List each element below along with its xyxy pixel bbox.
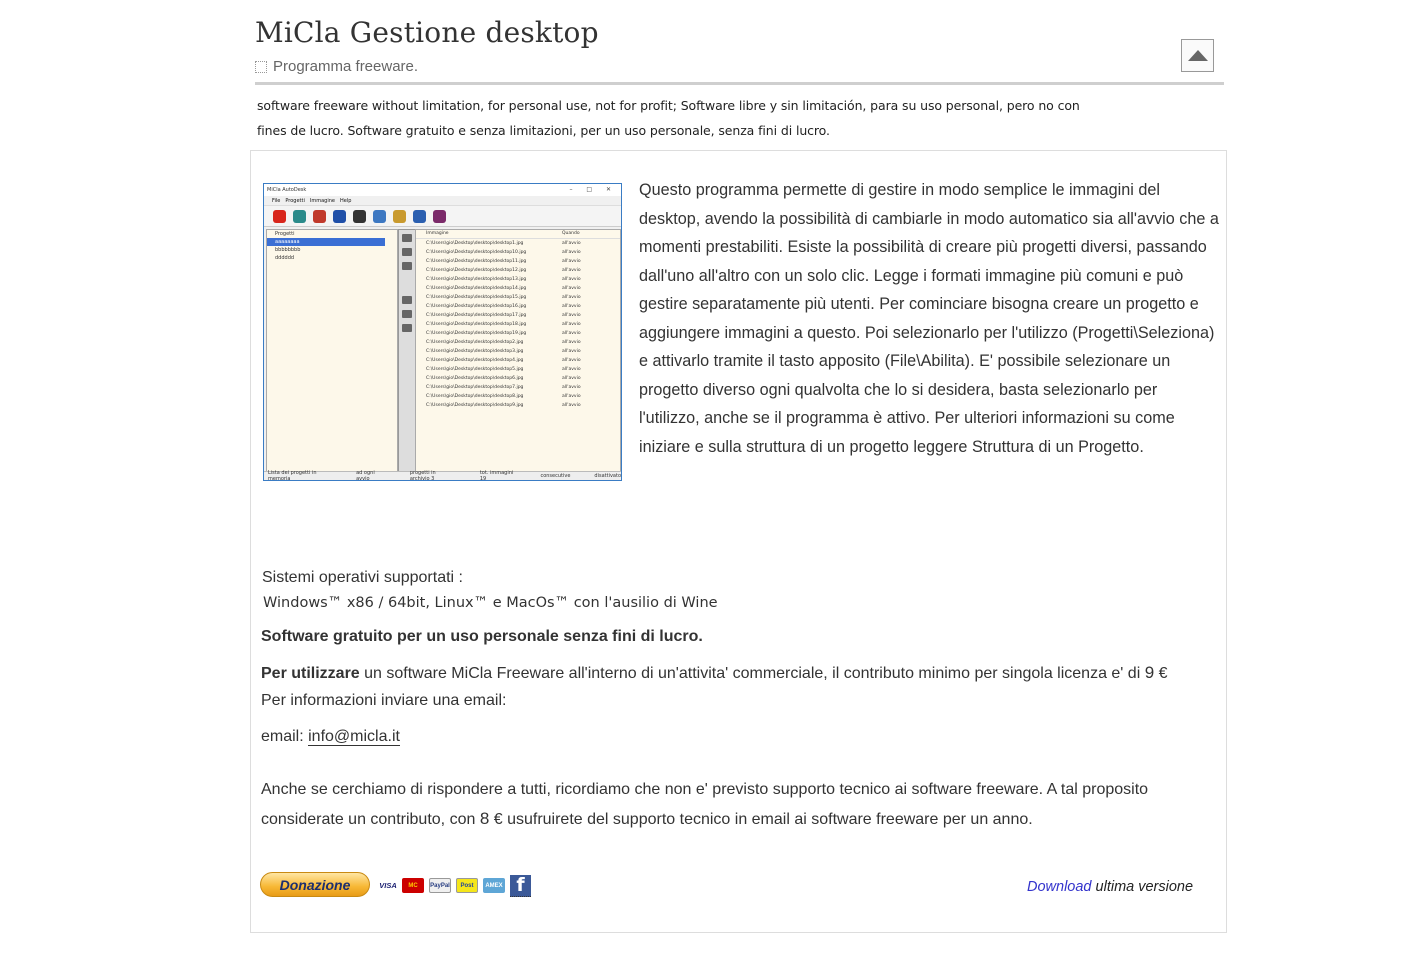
page-subtitle <box>255 58 418 75</box>
info-line: Per informazioni inviare una email: <box>261 692 507 709</box>
download-area <box>1027 879 1193 895</box>
screenshot-file-path: C:\Users\gio\Desktop\desktop\desktop1.jpg <box>426 241 524 246</box>
screenshot-window-controls: – □ ✕ <box>569 186 617 193</box>
screenshot-file-row <box>416 311 620 320</box>
arrow-up-icon <box>1188 50 1208 61</box>
screenshot-file-path: C:\Users\gio\Desktop\desktop\desktop15.jpg <box>426 295 527 300</box>
free-notice: Software gratuito per un uso personale senza fini di lucro. <box>261 628 703 645</box>
screenshot-status-field: progetti in archivio 3 <box>409 470 436 481</box>
screenshot-file-row <box>416 392 620 401</box>
monitor-icon <box>353 210 366 223</box>
paint-icon <box>393 210 406 223</box>
screenshot-file-row <box>416 356 620 365</box>
screenshot-file-when: all'avvio <box>562 403 581 408</box>
email-line <box>261 728 400 746</box>
screenshot-menu-item: Help <box>339 197 352 204</box>
support-amount: 8 <box>479 809 490 828</box>
download-suffix: ultima versione <box>1091 879 1194 895</box>
screenshot-status-field: Lista dei progetti in memoria <box>268 470 317 481</box>
screenshot-file-when: all'avvio <box>562 259 581 264</box>
license-line-2: fines de lucro. Software gratuito e senza limitazioni, per un uso personale, senza fini di lucro. <box>257 123 830 138</box>
screenshot-file-when: all'avvio <box>562 304 581 309</box>
screenshot-menubar <box>264 196 621 205</box>
description-text <box>639 176 1219 461</box>
screenshot-status-field: ad ogni avvio <box>356 470 375 481</box>
screenshot-file-when: all'avvio <box>562 376 581 381</box>
screenshot-file-when: all'avvio <box>562 322 581 327</box>
description-body: Questo programma permette di gestire in modo semplice le immagini del desktop, avendo la possibilità di cambiarle in modo automatico sia all'avvio che a momenti prestabiliti. Esiste la possibilità di creare più progetti diversi, passando dall'uno all'altro con un solo clic. Legge i formati immagine più comuni e può gestire separatamente più utenti. Per cominciare bisogna creare un progetto e aggiungere immagini a questo. Poi selezionarlo per l'utilizzo (Progetti\Seleziona) e attivarlo tramite il tasto apposito (File\Abilita). E' possibile selezionare un progetto diverso ogni qualvolta che lo si desidera, basta selezionarlo per l'utilizzo, anche se il programma è attivo. Per ulteriori informazioni su come iniziare e sulla struttura di un progetto leggere <box>639 181 1219 456</box>
bullet-icon <box>255 61 267 73</box>
screenshot-file-path: C:\Users\gio\Desktop\desktop\desktop14.jpg <box>426 286 527 291</box>
screenshot-file-path: C:\Users\gio\Desktop\desktop\desktop3.jpg <box>426 349 524 354</box>
screenshot-file-when: all'avvio <box>562 385 581 390</box>
info-icon <box>413 210 426 223</box>
screenshot-files-header: Immagine <box>426 231 449 236</box>
commercial-notice-text: un software MiCla Freeware all'interno di un'attivita' commerciale, il contributo minimo per singola licenza e' di <box>359 665 1145 682</box>
screenshot-file-path: C:\Users\gio\Desktop\desktop\desktop6.jpg <box>426 376 524 381</box>
paypal-icon: PayPal <box>429 878 451 893</box>
screenshot-file-row <box>416 275 620 284</box>
support-text-1: Anche se cerchiamo di rispondere a tutti, ricordiamo che non e' previsto supporto tecnico ai software freeware. A tal proposito considerate un contributo, con <box>261 781 1149 828</box>
screenshot-file-when: all'avvio <box>562 295 581 300</box>
screenshot-file-path: C:\Users\gio\Desktop\desktop\desktop4.jpg <box>426 358 524 363</box>
screenshot-file-when: all'avvio <box>562 241 581 246</box>
app-screenshot[interactable] <box>263 183 622 481</box>
screenshot-files-pane <box>415 229 621 473</box>
screenshot-file-row <box>416 329 620 338</box>
commercial-notice-bold: Per utilizzare <box>261 665 360 682</box>
screenshot-file-row <box>416 239 620 248</box>
screenshot-file-when: all'avvio <box>562 286 581 291</box>
screenshot-projects-header: Progetti <box>275 231 295 237</box>
page-title: MiCla Gestione desktop <box>255 16 599 49</box>
screenshot-file-when: all'avvio <box>562 250 581 255</box>
screenshot-file-path: C:\Users\gio\Desktop\desktop\desktop8.jpg <box>426 394 524 399</box>
screenshot-menu-item: Immagine <box>309 197 335 204</box>
screenshot-file-path: C:\Users\gio\Desktop\desktop\desktop12.jpg <box>426 268 527 273</box>
screenshot-file-row <box>416 347 620 356</box>
screenshot-file-row <box>416 266 620 275</box>
screenshot-statusbar <box>264 471 621 480</box>
screenshot-file-path: C:\Users\gio\Desktop\desktop\desktop13.jpg <box>426 277 527 282</box>
screenshot-file-path: C:\Users\gio\Desktop\desktop\desktop17.jpg <box>426 313 527 318</box>
email-link[interactable]: info@micla.it <box>308 728 400 745</box>
screenshot-file-row <box>416 248 620 257</box>
screenshot-file-when: all'avvio <box>562 277 581 282</box>
screenshot-file-row <box>416 338 620 347</box>
screenshot-file-row <box>416 284 620 293</box>
commercial-notice <box>261 663 1168 683</box>
screenshot-file-row <box>416 320 620 329</box>
screenshot-menu-item: File <box>272 197 281 204</box>
screenshot-toolbar <box>264 205 621 227</box>
support-paragraph <box>261 775 1221 834</box>
donate-button[interactable]: Donazione <box>260 872 370 897</box>
tools-icon <box>373 210 386 223</box>
record-icon <box>333 210 346 223</box>
os-label: Sistemi operativi supportati : <box>262 569 463 586</box>
description-end: . <box>1139 437 1144 456</box>
mastercard-icon: MC <box>402 878 424 893</box>
screenshot-project-item: dddddd <box>275 255 295 261</box>
screenshot-file-path: C:\Users\gio\Desktop\desktop\desktop11.jpg <box>426 259 527 264</box>
screenshot-file-path: C:\Users\gio\Desktop\desktop\desktop5.jpg <box>426 367 524 372</box>
license-line-1: software freeware without limitation, for personal use, not for profit; Software libre y sin limitación, para su uso personal, pero no con <box>257 98 1080 113</box>
os-value: Windows™ x86 / 64bit, Linux™ e MacOs™ con l'ausilio di Wine <box>263 595 718 611</box>
screenshot-file-path: C:\Users\gio\Desktop\desktop\desktop7.jpg <box>426 385 524 390</box>
screenshot-projects-pane <box>266 229 398 473</box>
download-link[interactable]: Download <box>1027 879 1092 895</box>
screenshot-status-field: tot. immagini 19 <box>479 470 514 481</box>
scroll-top-button[interactable] <box>1181 39 1214 72</box>
screenshot-file-when: all'avvio <box>562 349 581 354</box>
screenshot-file-path: C:\Users\gio\Desktop\desktop\desktop19.jpg <box>426 331 527 336</box>
support-text-2: € usufruirete del supporto tecnico in email ai software freeware per un anno. <box>489 811 1033 828</box>
screenshot-file-path: C:\Users\gio\Desktop\desktop\desktop18.jpg <box>426 322 527 327</box>
screenshot-file-row <box>416 257 620 266</box>
structure-link[interactable]: Struttura di un Progetto <box>971 437 1140 456</box>
stop-icon <box>273 210 286 223</box>
screenshot-window-title: MiCla AutoDesk <box>267 187 307 193</box>
screenshot-file-path: C:\Users\gio\Desktop\desktop\desktop16.jpg <box>426 304 527 309</box>
screenshot-file-when: all'avvio <box>562 367 581 372</box>
screenshot-menu-item: Progetti <box>285 197 305 204</box>
screenshot-file-row <box>416 374 620 383</box>
screenshot-file-path: C:\Users\gio\Desktop\desktop\desktop10.jpg <box>426 250 527 255</box>
book-icon <box>433 210 446 223</box>
screenshot-file-row <box>416 401 620 410</box>
people-icon <box>293 210 306 223</box>
screenshot-file-when: all'avvio <box>562 394 581 399</box>
facebook-icon[interactable]: f <box>510 875 531 897</box>
screenshot-file-when: all'avvio <box>562 340 581 345</box>
amex-icon: AMEX <box>483 878 505 893</box>
screenshot-project-item: aaaaaaaa <box>267 238 385 246</box>
screenshot-titlebar <box>264 184 621 196</box>
screenshot-file-when: all'avvio <box>562 313 581 318</box>
header-divider <box>255 82 1224 85</box>
subtitle-text: Programma freeware. <box>273 58 419 75</box>
screenshot-file-row <box>416 302 620 311</box>
screenshot-file-when: all'avvio <box>562 358 581 363</box>
visa-icon: VISA <box>377 878 399 893</box>
screenshot-project-item: bbbbbbbb <box>275 247 301 253</box>
screenshot-status-field: disattivato <box>594 473 622 479</box>
screenshot-file-path: C:\Users\gio\Desktop\desktop\desktop9.jpg <box>426 403 524 408</box>
postepay-icon: Post <box>456 878 478 893</box>
screenshot-side-toolbar <box>398 229 416 473</box>
screenshot-file-row <box>416 365 620 374</box>
screenshot-file-when: all'avvio <box>562 331 581 336</box>
email-label: email: <box>261 728 309 745</box>
commercial-currency: € <box>1158 665 1168 682</box>
screenshot-file-when: all'avvio <box>562 268 581 273</box>
screenshot-file-row <box>416 293 620 302</box>
screenshot-file-row <box>416 383 620 392</box>
commercial-amount: 9 <box>1144 663 1155 682</box>
people-red-icon <box>313 210 326 223</box>
screenshot-file-path: C:\Users\gio\Desktop\desktop\desktop2.jpg <box>426 340 524 345</box>
screenshot-status-field: consecutive <box>540 473 571 479</box>
screenshot-when-header: Quando <box>562 231 580 236</box>
